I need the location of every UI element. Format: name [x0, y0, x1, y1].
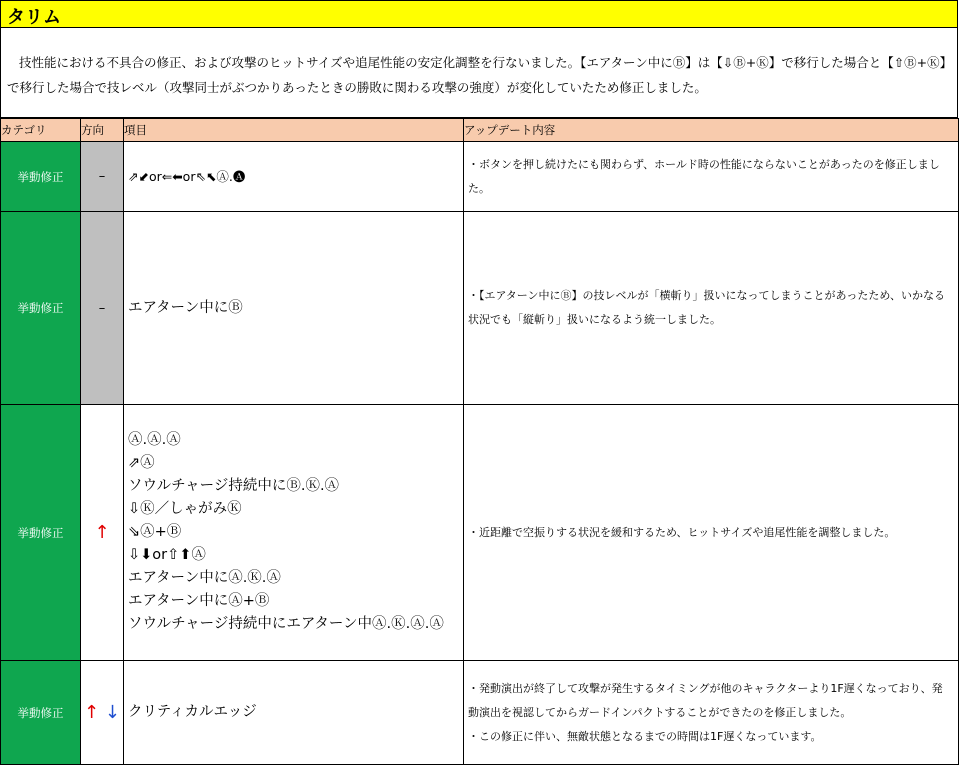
item-line: ⇗⬋or⇐⬅or⇖⬉Ⓐ.🅐	[128, 169, 246, 184]
up-arrow-icon: ↑	[84, 702, 100, 723]
table-row	[1, 405, 959, 661]
content-cell	[464, 212, 959, 405]
item-line: ⇘Ⓐ+Ⓑ	[128, 524, 182, 540]
item-cell	[124, 661, 464, 765]
intro-text: 技性能における不具合の修正、および攻撃のヒットサイズや追尾性能の安定化調整を行ないました。【エアターン中にⒷ】は【⇩Ⓑ+Ⓚ】で移行した場合と【⇧Ⓑ+Ⓚ】で移行した場合で技レベル（攻撃同士がぶつかりあったときの勝敗に関わる攻撃の強度）が変化していたため修正しました。	[7, 55, 946, 95]
up-arrow-icon: ↑	[94, 522, 110, 543]
table-header-row	[1, 119, 959, 142]
header-content: アップデート内容	[464, 119, 959, 142]
item-line: ソウルチャージ持続中にエアターン中Ⓐ.Ⓚ.Ⓐ.Ⓐ	[128, 616, 444, 632]
direction-cell	[81, 661, 124, 765]
content-cell	[464, 405, 959, 661]
item-line: ⇩Ⓚ／しゃがみⓀ	[128, 501, 242, 517]
item-line: クリティカルエッジ	[128, 704, 257, 720]
direction-cell	[81, 405, 124, 661]
intro-box	[0, 28, 958, 118]
content-line: ・この修正に伴い、無敵状態となるまでの時間は1F遅くなっています。	[468, 729, 822, 743]
item-cell	[124, 142, 464, 212]
item-line: Ⓐ.Ⓐ.Ⓐ	[128, 432, 181, 448]
content-cell	[464, 142, 959, 212]
table-row	[1, 212, 959, 405]
content-line: ・ボタンを押し続けたにも関わらず、ホールド時の性能にならないことがあったのを修正しました。	[468, 157, 940, 195]
header-item: 項目	[124, 119, 464, 142]
item-line: ⇗Ⓐ	[128, 455, 155, 471]
category-cell: 挙動修正	[1, 405, 81, 661]
down-arrow-icon: ↓	[104, 702, 120, 723]
character-title-bar	[0, 0, 958, 28]
content-line: ・近距離で空振りする状況を緩和するため、ヒットサイズや追尾性能を調整しました。	[468, 525, 896, 539]
item-line: エアターン中にⒷ	[128, 299, 243, 316]
character-name: タリム	[7, 7, 61, 28]
direction-cell: –	[81, 212, 124, 405]
item-cell	[124, 405, 464, 661]
content-line: ・発動演出が終了して攻撃が発生するタイミングが他のキャラクターより1F遅くなっており、発動演出を視認してからガードインパクトすることができたのを修正しました。	[468, 681, 943, 719]
direction-cell: –	[81, 142, 124, 212]
header-category: カテゴリ	[1, 119, 81, 142]
item-line: ソウルチャージ持続中にⒷ.Ⓚ.Ⓐ	[128, 478, 340, 494]
category-cell: 挙動修正	[1, 212, 81, 405]
item-line: エアターン中にⒶ.Ⓚ.Ⓐ	[128, 570, 281, 586]
content-cell	[464, 661, 959, 765]
table-row	[1, 661, 959, 765]
item-line: ⇩⬇or⇧⬆Ⓐ	[128, 547, 206, 563]
item-line: エアターン中にⒶ+Ⓑ	[128, 593, 270, 609]
table-row	[1, 142, 959, 212]
update-table	[0, 118, 959, 765]
category-cell: 挙動修正	[1, 142, 81, 212]
content-line: ・【エアターン中にⒷ】の技レベルが「横斬り」扱いになってしまうことがあったため、いかなる状況でも「縦斬り」扱いになるよう統一しました。	[468, 289, 945, 326]
item-cell	[124, 212, 464, 405]
header-direction: 方向	[81, 119, 124, 142]
category-cell: 挙動修正	[1, 661, 81, 765]
